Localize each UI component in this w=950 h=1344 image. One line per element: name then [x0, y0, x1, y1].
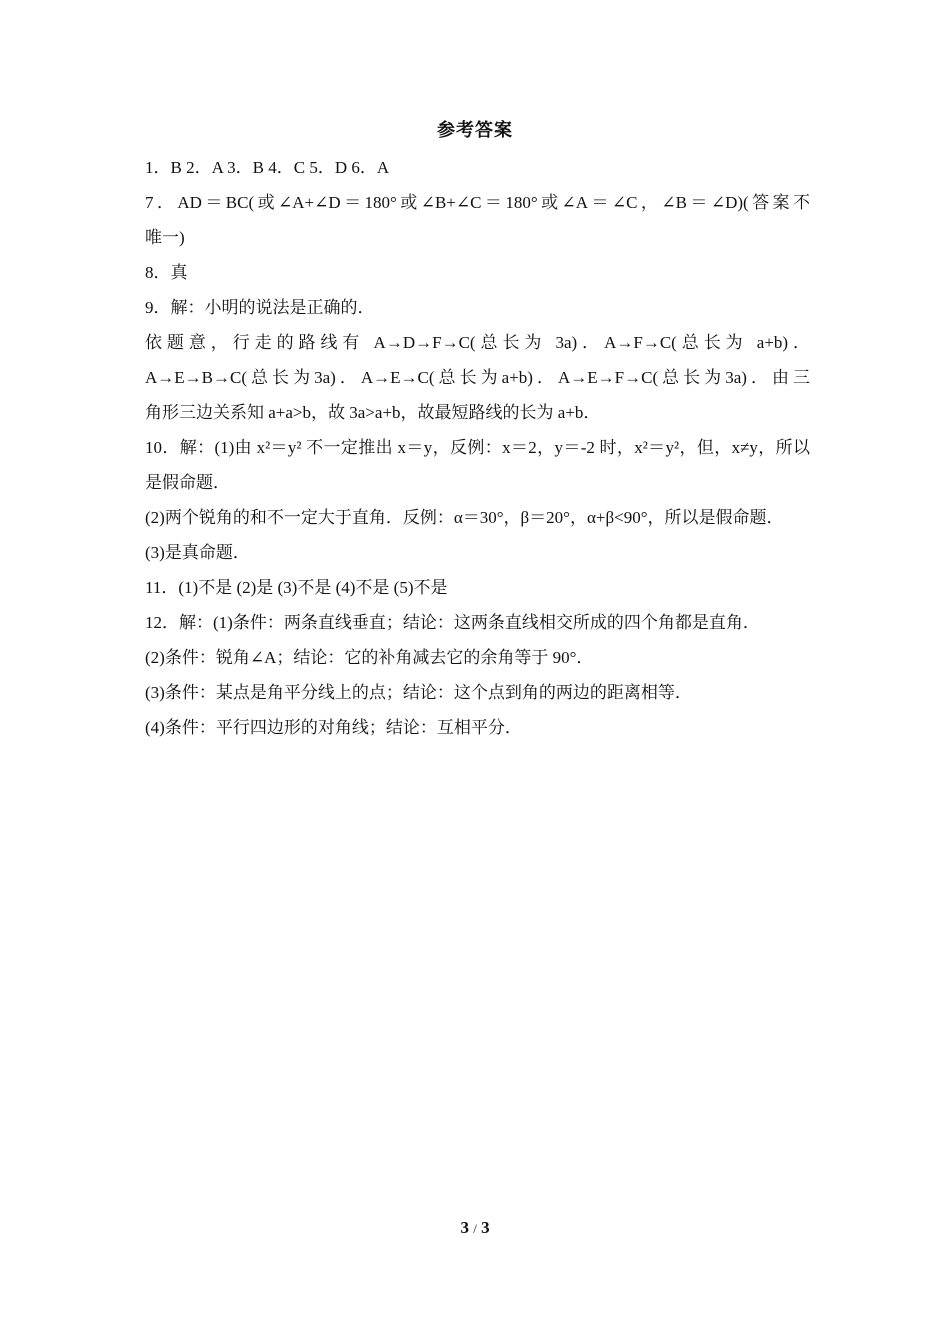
page-number-separator: / — [473, 1221, 477, 1236]
answer-line-4: 8．真 — [145, 263, 188, 282]
answer-line-11: (2)两个锐角的和不一定大于直角．反例：α＝30°，β＝20°，α+β<90°，所以是假命题． — [145, 508, 784, 527]
answer-line-6: 依题意，行走的路线有 A→D→F→C(总长为 3a)．A→F→C(总长为 a+b)． — [145, 333, 810, 352]
answer-line-3: 唯一) — [145, 228, 185, 247]
page-number — [0, 1218, 950, 1238]
answer-line-7: A→E→B→C(总长为3a)．A→E→C(总长为a+b)．A→E→F→C(总长为3a)．由三 — [145, 368, 810, 387]
answer-line-9: 10．解：(1)由 x²＝y² 不一定推出 x＝y，反例：x＝2，y＝-2 时，x²＝y²，但，x≠y，所以 — [145, 438, 810, 457]
answer-line-2: 7．AD＝BC(或∠A+∠D＝180°或∠B+∠C＝180°或∠A＝∠C，∠B＝∠D)(答案不 — [145, 193, 810, 212]
answer-line-5: 9．解：小明的说法是正确的． — [145, 298, 375, 317]
answer-line-8: 角形三边关系知 a+a>b，故 3a>a+b，故最短路线的长为 a+b． — [145, 403, 601, 422]
answer-line-17: (4)条件：平行四边形的对角线；结论：互相平分． — [145, 718, 522, 737]
answer-line-1: 1．B 2．A 3．B 4．C 5．D 6．A — [145, 158, 390, 177]
answer-line-10: 是假命题． — [145, 473, 230, 492]
answer-line-15: (2)条件：锐角∠A；结论：它的补角减去它的余角等于 90°． — [145, 648, 594, 667]
page-number-total: 3 — [481, 1218, 490, 1237]
answer-line-12: (3)是真命题． — [145, 543, 250, 562]
answer-line-14: 12．解：(1)条件：两条直线垂直；结论：这两条直线相交所成的四个角都是直角． — [145, 613, 760, 632]
page-number-current: 3 — [460, 1218, 469, 1237]
page-title: 参考答案 — [437, 120, 513, 140]
answer-content — [145, 150, 810, 745]
answer-line-16: (3)条件：某点是角平分线上的点；结论：这个点到角的两边的距离相等． — [145, 683, 692, 702]
answer-line-13: 11．(1)不是 (2)是 (3)不是 (4)不是 (5)不是 — [145, 578, 448, 597]
